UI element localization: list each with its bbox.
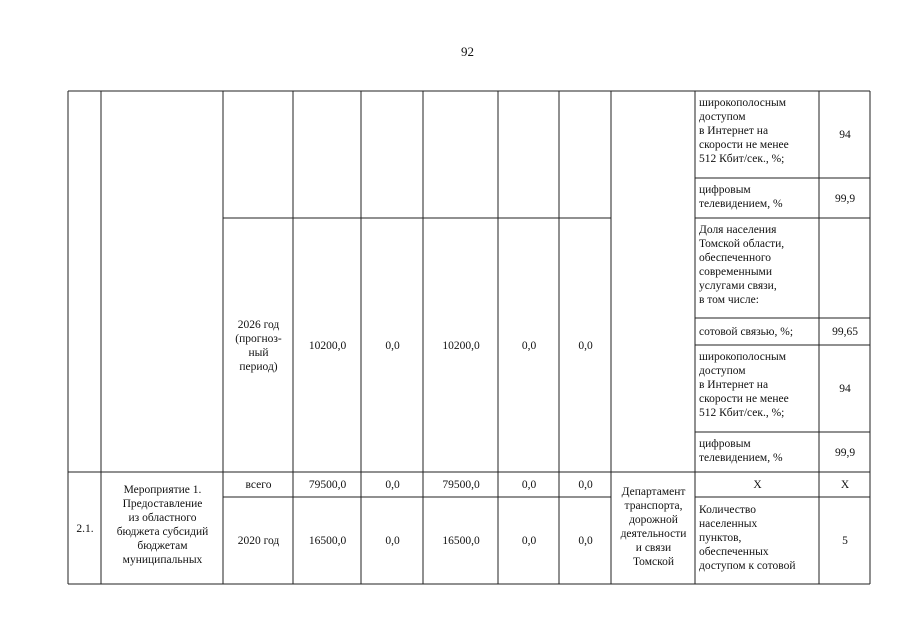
indicator-settlements-text: Количество населенных пунктов, обеспеченных доступом к сотовой (699, 504, 796, 572)
page-number: 92 (461, 44, 474, 59)
amount-federal-2026: 0,0 (385, 339, 400, 352)
indicator-broadband-text: широкополосным доступом в Интернет на скорости не менее 512 Кбит/сек., %; (699, 97, 789, 165)
indicator-digital-tv-text-2026: цифровым телевидением, % (699, 438, 783, 464)
amount-local-2026: 0,0 (521, 339, 537, 352)
period-2020: 2020 год (237, 535, 280, 547)
measure-executor: Департамент транспорта, дорожной деятельности и связи Томской (620, 486, 687, 568)
indicator-settlements-value: 5 (842, 535, 848, 547)
amount-local-all: 0,0 (521, 479, 537, 491)
indicator-broadband-value: 94 (839, 129, 851, 141)
indicator-header-2026: Доля населения Томской области, обеспеченного современными услугами связи, в том числе: (699, 224, 785, 306)
indicator-cellular-text-2026: сотовой связью, %; (699, 326, 794, 338)
amount-other-2026: 0,0 (578, 339, 593, 352)
indicator-broadband-value-2026: 94 (839, 383, 851, 395)
amount-federal-2020: 0,0 (385, 535, 400, 547)
amount-federal-all: 0,0 (385, 479, 400, 491)
measure-name: Мероприятие 1. Предоставление из областного бюджета субсидий бюджетам муниципальных (116, 484, 209, 566)
amount-regional-2026: 10200,0 (442, 339, 480, 352)
amount-regional-all: 79500,0 (442, 479, 480, 491)
period-total: всего (245, 479, 272, 491)
indicator-digital-tv-text: цифровым телевидением, % (699, 184, 783, 210)
measure-number: 2.1. (76, 522, 94, 535)
amount-other-2020: 0,0 (578, 535, 593, 547)
indicator-broadband-text-2026: широкополосным доступом в Интернет на скорости не менее 512 Кбит/сек., %; (699, 351, 789, 419)
indicator-digital-tv-value-2026: 99,9 (834, 446, 856, 459)
indicator-value-total-x: Х (840, 479, 850, 491)
amount-local-2020: 0,0 (521, 535, 537, 547)
indicator-cellular-value-2026: 99,65 (832, 326, 858, 338)
amount-other-all: 0,0 (578, 479, 593, 491)
amount-regional-2020: 16500,0 (442, 535, 480, 547)
indicator-digital-tv-value: 99,9 (834, 192, 856, 205)
amount-total-2026: 10200,0 (308, 339, 347, 352)
indicator-total-x: Х (753, 479, 762, 491)
amount-total-all: 79500,0 (308, 479, 347, 491)
amount-total-2020: 16500,0 (308, 535, 347, 547)
period-2026: 2026 год (прогноз- ный период) (235, 318, 282, 373)
